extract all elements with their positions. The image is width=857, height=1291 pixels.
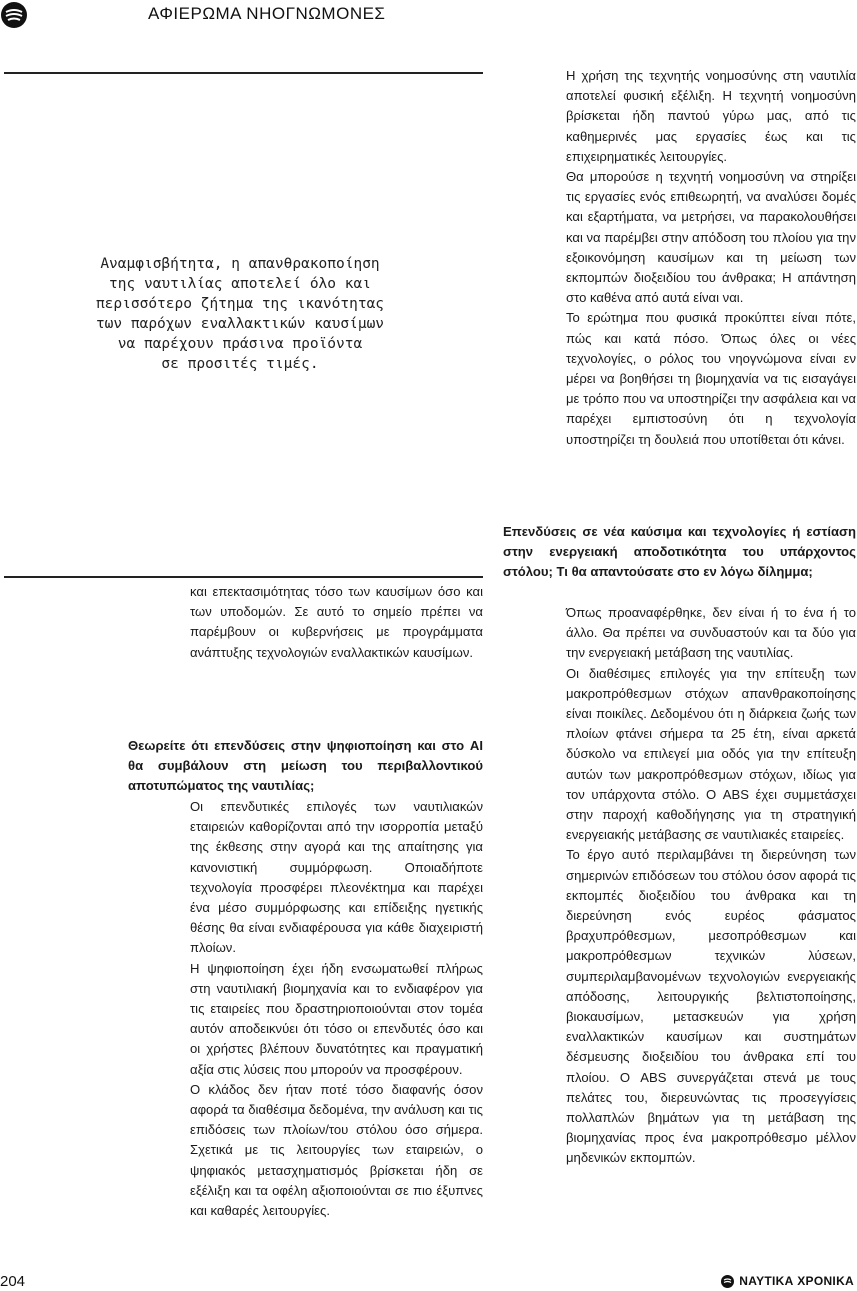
footer-brand-mark	[721, 1274, 854, 1288]
page-number: 204	[0, 1273, 26, 1290]
section-title: ΑΦΙΕΡΩΜΑ ΝΗΟΓΝΩΜΟΝΕΣ	[148, 4, 386, 23]
interview-question: Θεωρείτε ότι επενδύσεις στην ψηφιοποίηση και στο AI θα συμβάλουν στη μείωση του περιβαλλοντικού αποτυπώματος της ναυτιλίας;	[128, 738, 483, 794]
body-paragraph: Το έργο αυτό περιλαμβάνει τη διερεύνηση των σημερινών επιδόσεων του στόλου όσον αφορά τις εκπομπές διοξειδίου του άνθρακα και τη διερεύνηση ενός ευρέος φάσματος βραχυπρόθεσμων, μεσοπρόθεσμων και μακροπρόθεσμων τεχνικών λύσεων, συμπεριλαμβανομένων τεχνολογιών ενεργειακής απόδοσης, λειτουργικής βελτιστοποίησης, βιοκαυσίμων, μετασκευών για χρήση εναλλακτικών καυσίμων και συστημάτων δέσμευσης διοξειδίου του άνθρακα επί του πλοίου. Ο ABS συνεργάζεται στενά με τους πελάτες του, διερευνώντας τις προσεγγίσεις πολλαπλών βημάτων για τη μετάβαση της βιομηχανίας προς ένα μακροπρόθεσμο μέλλον μηδενικών εκπομπών.	[566, 847, 856, 1166]
pull-quote	[60, 254, 420, 374]
body-paragraph: Η χρήση της τεχνητής νοημοσύνης στη ναυτιλία αποτελεί φυσική εξέλιξη. Η τεχνητή νοημοσύνη βρίσκεται ήδη παντού γύρω μας, από τις καθημερινές μας εργασίες έως και τις επιχειρηματικές λειτουργίες.	[566, 68, 856, 164]
interview-question: Επενδύσεις σε νέα καύσιμα και τεχνολογίες ή εστίαση στην ενεργειακή αποδοτικότητα του υπάρχοντος στόλου; Τι θα απαντούσατε στο εν λόγω δίλημμα;	[503, 524, 856, 580]
body-paragraph: Όπως προαναφέρθηκε, δεν είναι ή το ένα ή το άλλο. Θα πρέπει να συνδυαστούν και τα δύο για την ενεργειακή μετάβαση της ναυτιλίας.	[566, 605, 856, 661]
body-paragraph: Το ερώτημα που φυσικά προκύπτει είναι πότε, πώς και κατά πόσο. Όπως όλες οι νέες τεχνολογίες, ο ρόλος του νηογνώμονα είναι εν μέρει να βοηθήσει τη βιομηχανία να τις εισαγάγει με τρόπο που να υποστηρίζει την ασφάλεια και να παρέχει εμπιστοσύνη ότι η τεχνολογία υποστηρίζει τη δουλειά που υποτίθεται ότι κάνει.	[566, 310, 856, 447]
body-paragraph: Οι επενδυτικές επιλογές των ναυτιλιακών εταιρειών καθορίζονται από την ισορροπία μεταξύ της έκθεσης στην αγορά και της απαίτησης για κανονιστική συμμόρφωση. Οποιαδήποτε τεχνολογία προσφέρει πλεονέκτημα και παρέχει ένα μέσο συμμόρφωσης και επίδειξης ηγετικής θέσης θα είναι ενδιαφέρουσα για κάθε διαχειριστή πλοίων.	[190, 799, 483, 956]
body-paragraph: Οι διαθέσιμες επιλογές για την επίτευξη των μακροπρόθεσμων στόχων απανθρακοποίησης είναι ποικίλες. Δεδομένου ότι η διάρκεια ζωής των πλοίων φτάνει σήμερα τα 25 έτη, είναι αρκετά δύσκολο να επιλεγεί μια οδός για την επίτευξη αυτών των μακροπρόθεσμων στόχων, ιδίως για τον υπάρχοντα στόλο. Ο ABS έχει συμμετάσχει στην παροχή καθοδήγησης για τη στρατηγική ενεργειακής μετάβασης σε ναυτιλιακές εταιρείες.	[566, 665, 856, 843]
magazine-logo-icon	[1, 2, 27, 28]
brand-logo-icon	[721, 1275, 734, 1288]
body-paragraph: και επεκτασιμότητας τόσο των καυσίμων όσο και των υποδομών. Σε αυτό το σημείο πρέπει να παρέμβουν οι κυβερνήσεις με προγράμματα ανάπτυξης τεχνολογιών εναλλακτικών καυσίμων.	[190, 584, 483, 660]
pull-quote-line: περισσότερο ζήτημα της ικανότητας	[95, 296, 385, 312]
pull-quote-line: των παρόχων εναλλακτικών καυσίμων	[95, 316, 385, 332]
body-paragraph: Ο κλάδος δεν ήταν ποτέ τόσο διαφανής όσον αφορά τα διαθέσιμα δεδομένα, την ανάλυση και τις επιδόσεις των πλοίων/του στόλου όσο σήμερα. Σχετικά με τις λειτουργίες των εταιρειών, ο ψηφιακός μετασχηματισμός βρίσκεται ήδη σε εξέλιξη και τα οφέλη αξιοποιούνται σε πιο έξυπνες και καθαρές λειτουργίες.	[190, 1081, 483, 1219]
right-column-answer	[566, 603, 856, 1169]
right-column-top	[566, 66, 856, 450]
pull-quote-line: της ναυτιλίας αποτελεί όλο και	[109, 276, 371, 292]
pull-quote-line: σε προσιτές τιμές.	[161, 356, 319, 372]
pull-quote-line: Αναμφισβήτητα, η απανθρακοποίηση	[100, 256, 380, 272]
publication-name: ΝΑΥΤΙΚΑ ΧΡΟΝΙΚΑ	[739, 1274, 854, 1288]
body-paragraph: Η ψηφιοποίηση έχει ήδη ενσωματωθεί πλήρως στη ναυτιλιακή βιομηχανία και το ενδιαφέρον για τις εταιρείες που δραστηριοποιούνται στον τομέα αυτόν αποδεικνύει ότι τόσο οι επενδυτές όσο και οι χρήστες βλέπουν δυνατότητες και πραγματική αξία στις λύσεις που μπορούν να προσφέρουν.	[190, 960, 483, 1077]
left-column-intro	[190, 582, 483, 663]
top-divider	[4, 72, 483, 74]
left-column-question	[128, 736, 483, 797]
body-paragraph: Θα μπορούσε η τεχνητή νοημοσύνη να στηρίξει τις εργασίες ενός επιθεωρητή, να αναλύσει δομές και εξαρτήματα, να μετρήσει, να παρακολουθήσει και να παρέμβει στην απόδοση του πλοίου για την εξοικονόμηση καυσίμων και τη μείωση των εκπομπών διοξειδίου του άνθρακα; Η απάντηση στο καθένα από αυτά είναι ναι.	[566, 169, 856, 306]
left-column-answer	[190, 797, 483, 1221]
pull-quote-line: να παρέχουν πράσινα προϊόντα	[117, 336, 363, 352]
right-column-question	[503, 522, 856, 583]
middle-divider	[4, 576, 483, 578]
